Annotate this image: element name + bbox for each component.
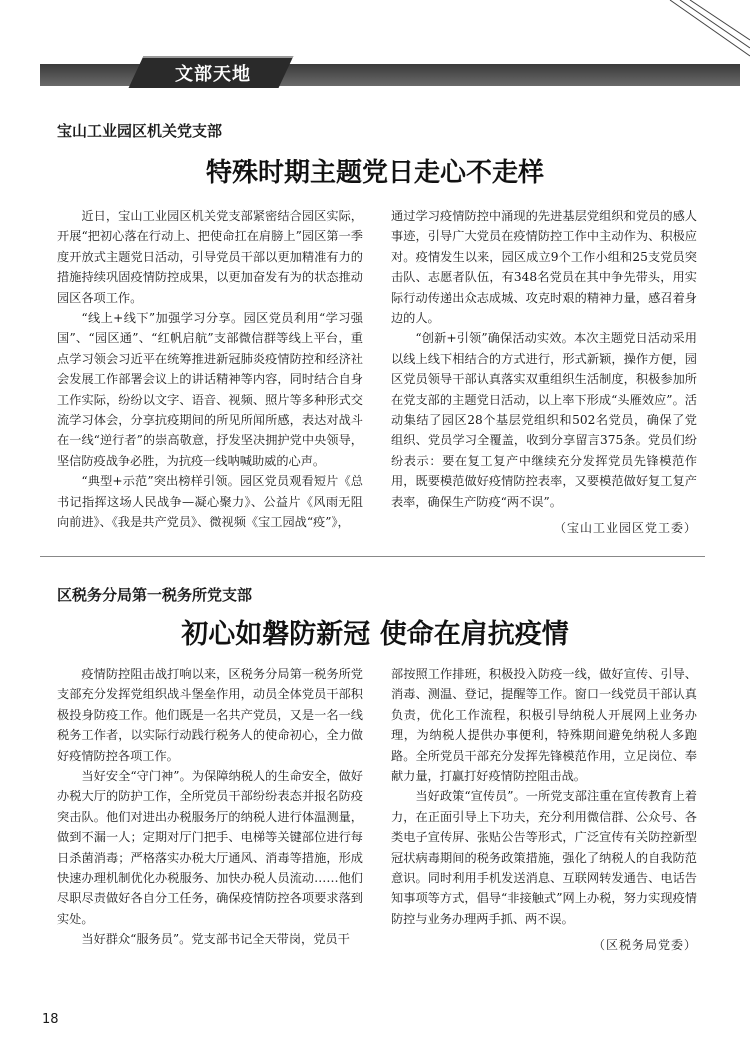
paragraph: 当好安全“守门神”。为保障纳税人的生命安全，做好办税大厅的防护工作，全所党员干部纷纷表态并报名防疫突击队。他们对进出办税服务厅的纳税人进行体温测量，做到不漏一人；定期对厅门把手、电梯等关键部位进行每日杀菌消毒；严格落实办税大厅通风、消毒等措施，形成快速办理机制优化办税服务、加快办税人员流动……他们尽职尽责做好各自分工任务，确保疫情防控各项要求落到实处。 bbox=[57, 769, 363, 926]
article2-signature: （区税务局党委） bbox=[592, 938, 697, 953]
article1-title: 特殊时期主题党日走心不走样 bbox=[205, 158, 544, 188]
paragraph: 疫情防控阻击战打响以来，区税务分局第一税务所党支部充分发挥党组织战斗堡垒作用，动员全体党员干部积极投身防疫工作。他们既是一名共产党员，又是一名一线税务工作者，以实际行动践行税务人的使命初心，全力做好疫情防控各项工作。 bbox=[57, 667, 363, 763]
paragraph: 通过学习疫情防控中涌现的先进基层党组织和党员的感人事迹，引导广大党员在疫情防控工作中主动作为、积极应对。疫情发生以来，园区成立9个工作小组和25支党员突击队、志愿者队伍，有348名党员在其中争先带头，用实际行动传递出众志成城、攻克时艰的精神力量，感召着身边的人。 bbox=[391, 209, 697, 326]
paragraph: 当好政策“宣传员”。一所党支部注重在宣传教育上着力，在正面引导上下功夫，充分利用微信群、公众号、各类电子宣传屏、张贴公告等形式，广泛宣传有关防控新型冠状病毒期间的税务政策措施，强化了纳税人的自我防范意识。同时利用手机发送消息、互联网转发通告、电话告知事项等方式，倡导“非接触式”网上办税，努力实现疫情防控与业务办理两手抓、两不误。 bbox=[391, 789, 697, 926]
section-divider bbox=[40, 556, 705, 557]
paragraph: “线上+线下”加强学习分享。园区党员利用“学习强国”、“园区通”、“红帆启航”支部微信群等线上平台，重点学习领会习近平在统筹推进新冠肺炎疫情防控和经济社会发展工作部署会议上的讲话精神等内容，同时结合自身工作实际，纷纷以文字、语音、视频、照片等多种形式交流学习体会，分享抗疫期间的所见所闻所感，表达对战斗在一线“逆行者”的崇高敬意，抒发坚决拥护党中央领导，坚信防疫战争必胜，为抗疫一线呐喊助威的心声。 bbox=[57, 311, 363, 468]
article2-title: 初心如磐防新冠 使命在肩抗疫情 bbox=[181, 619, 569, 650]
article1-org: 宝山工业园区机关党支部 bbox=[57, 122, 223, 140]
page-number: 18 bbox=[42, 1012, 59, 1027]
paragraph: “创新+引领”确保活动实效。本次主题党日活动采用以线上线下相结合的方式进行，形式新颖，操作方便，园区党员领导干部认真落实双重组织生活制度，积极参加所在党支部的主题党日活动，以上率下形成“头雁效应”。活动集结了园区28个基层党组织和502名党员，确保了党组织、党员学习全覆盖，收到分享留言375条。党员们纷纷表示：要在复工复产中继续充分发挥党员先锋模范作用，既要模范做好疫情防控表率，又要模范做好复工复产表率，确保生产防疫“两不误”。 bbox=[391, 331, 697, 509]
section-banner bbox=[40, 54, 740, 88]
paragraph: 近日，宝山工业园区机关党支部紧密结合园区实际，开展“把初心落在行动上、把使命扛在肩膀上”园区第一季度开放式主题党日活动，引导党员干部以更加精准有力的措施持续巩固疫情防控成果，以更加奋发有为的状态推动园区各项工作。 bbox=[57, 209, 363, 305]
article1-body bbox=[57, 206, 697, 539]
paragraph: 当好群众“服务员”。党支部书记全天带岗，党员干 bbox=[81, 932, 350, 947]
section-name: 文部天地 bbox=[175, 64, 251, 85]
article2-left-column bbox=[57, 664, 363, 956]
article1-right-column bbox=[391, 206, 697, 539]
paragraph: “典型+示范”突出榜样引领。园区党员观看短片《总书记指挥这场人民战争—凝心聚力》、公益片《风雨无阻向前进》、《我是共产党员》、微视频《宝工园战“疫”》， bbox=[57, 474, 363, 530]
article2-org: 区税务分局第一税务所党支部 bbox=[57, 586, 253, 604]
paragraph: 部按照工作排班，积极投入防疫一线，做好宣传、引导、消毒、测温、登记，提醒等工作。窗口一线党员干部认真负责，优化工作流程，积极引导纳税人开展网上业务办理，为纳税人提供办事便利，特殊期间避免纳税人多跑路。全所党员干部充分发挥先锋模范作用，立足岗位、奉献力量，打赢打好疫情防控阻击战。 bbox=[391, 667, 697, 784]
article2-right-column bbox=[391, 664, 697, 956]
article1-left-column bbox=[57, 206, 363, 539]
article1-signature: （宝山工业园区党工委） bbox=[553, 521, 697, 536]
article2-body bbox=[57, 664, 697, 956]
